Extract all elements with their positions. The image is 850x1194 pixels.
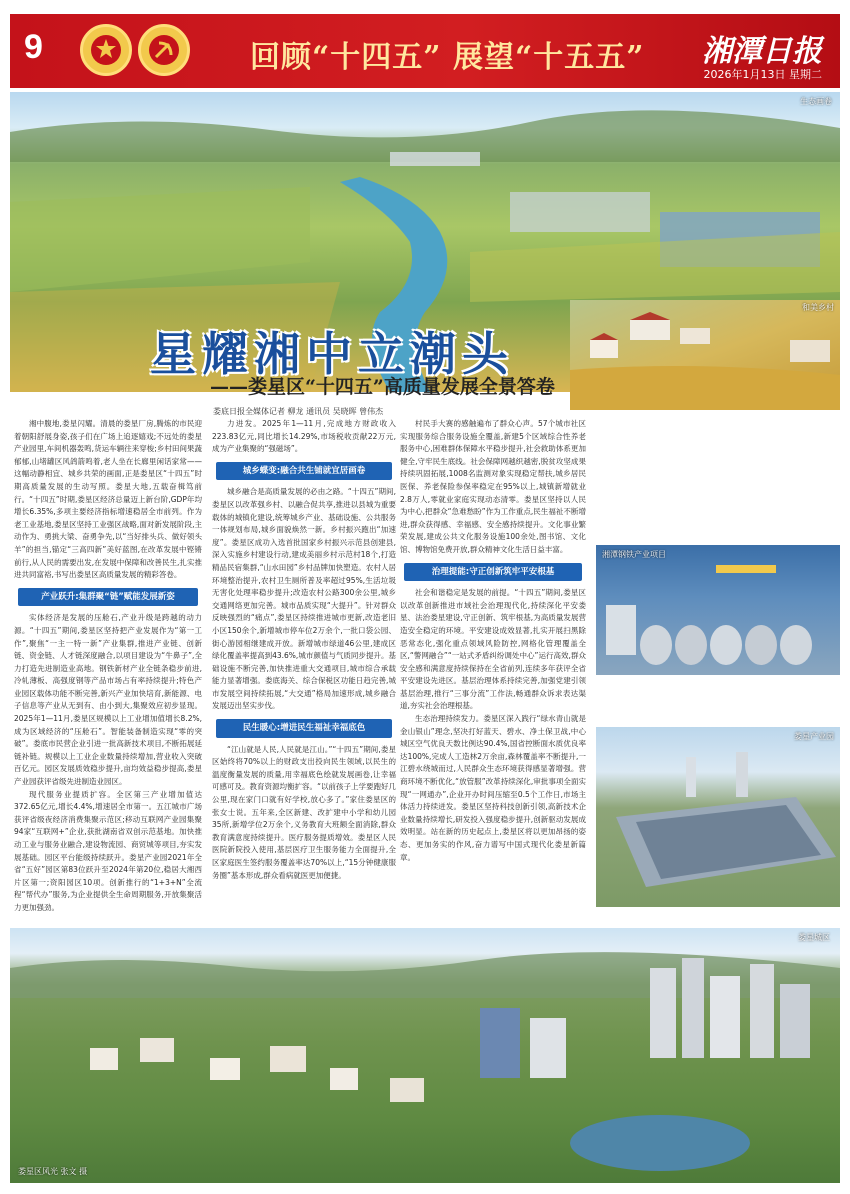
photo-credit: 娄星区风光 张文 摄 [18, 1167, 88, 1176]
caption-industry: 娄星产业园 [794, 732, 834, 741]
caption-city: 娄星城区 [798, 933, 830, 942]
byline: 娄底日报全媒体记者 柳龙 通讯员 吴晓晖 曾伟杰 [213, 407, 384, 416]
text-column-1 [14, 418, 202, 924]
paragraph: 社会和谐稳定是发展的前提。“十四五”期间,娄星区以改革创新推进市域社会治理现代化,持续深化平安娄星、法治娄星建设,守正创新、筑牢根基,为高质量发展营造安全稳定的环境。平安建设成效显著,扎实开展扫黑除恶常态化,强化重点领域风险防控,网格化管理覆盖全区,“警网融合”“一站式矛盾纠纷调处中心”运行高效,群众安全感和满意度持续保持在全省前列,连续多年获评全省平安建设先进区。基层治理体系持续完善,加强党建引领基层治理,推行“三事分流”工作法,畅通群众诉求表达渠道,夯实社会治理根基。 [400, 588, 586, 711]
paragraph: 城乡融合是高质量发展的必由之路。“十四五”期间,娄星区以改革强乡村、以融合促共享,推进以县城为重要载体的城镇化建设,统筹城乡产业、基础设施、公共服务一体规划布局,城乡面貌焕然一新。乡村振兴跑出“加速度”。娄星区成功入选首批国家乡村振兴示范县创建县,深入实施乡村建设行动,建成美丽乡村示范村18个,打造精品民宿集群,“山水田园”乡村品牌加快塑造。农村人居环境整治提升,农村卫生厕所普及率超过95%,生活垃圾无害化处理率稳步提升;改造农村公路300余公里,城乡交通网络更加完善。城市品质实现“大提升”。针对群众反映强烈的“痛点”,娄星区持续推进城市更新,改造老旧小区150余个,新增城市停车位2万余个,一批口袋公园、街心游园相继建成开放。新增城市绿道46公里,建成区绿化覆盖率提高到43.6%,城市颜值与气质同步提升。基础设施不断完善,加快推进重大交通项目,城市综合承载能力显著增强。娄底海关、综合保税区功能日趋完善,城市发展空间持续拓展,“大交通”格局加速形成,城乡融合发展迈出坚实步伐。 [212, 487, 396, 711]
caption-top-right: 生态画卷 [800, 97, 832, 106]
article-subtitle: ——娄星区“十四五”高质量发展全景答卷 [210, 376, 555, 398]
village-photo [570, 300, 840, 410]
party-emblem-icon [138, 24, 190, 76]
article-title: 星耀湘中立潮头 [150, 327, 514, 381]
paragraph: 力进发。2025年1—11月,完成地方财政收入223.83亿元,同比增长14.29%,市场税收贡献22万元,成为产业集聚的“强磁场”。 [212, 419, 396, 454]
section-heading: 治理提能:守正创新筑牢平安根基 [404, 563, 582, 582]
caption-factory: 湘潭钢铁产业项目 [602, 550, 666, 559]
city-photo [10, 928, 840, 1183]
industrial-park-photo [596, 727, 840, 907]
paragraph: 生态治理持续发力。娄星区深入践行“绿水青山就是金山银山”理念,坚决打好蓝天、碧水、净土保卫战,中心城区空气优良天数比例达90.4%,国省控断面水质优良率达100%,完成人工造林2万余亩,森林覆盖率不断提升,一江碧水绕城而过,人民群众生态环境获得感显著增强。营商环境不断优化,“放管服”改革持续深化,审批事项全面实现“一网通办”,企业开办时间压缩至0.5个工作日,市场主体活力持续迸发。娄星区坚持科技创新引领,高新技术企业数量持续增长,研发投入强度稳步提升,创新驱动发展成效明显。站在新的历史起点上,娄星区将以更加昂扬的姿态、更加务实的作风,奋力谱写中国式现代化娄星新篇章。 [400, 714, 586, 862]
paragraph: 现代服务业提质扩容。全区第三产业增加值达372.65亿元,增长4.4%,增速居全市第一。五江城市广场获评省级夜经济消费集聚示范区;移动互联网产业园集聚94家“互联网+”企业,获批湖南省双创示范基地。加快推动工业与服务业融合,建设物流园、商贸城等项目,夯实发展基础。园区平台能级持续跃升。娄星产业园2021年全省“五好”园区第83位跃升至2024年第20位,稳居大湘西片区第一;资阳园区10项。创新推行的“1+3+N”全流程“帮代办”服务,为企业提供全生命周期服务,开放集聚活力更加强劲。 [14, 789, 202, 912]
section-heading: 产业跃升:集群聚“链”赋能发展新姿 [18, 588, 198, 607]
paragraph: 湘中腹地,娄星闪耀。清晨的娄星厂房,腾炼的市民迎着朝阳舒展身姿,孩子们在广场上追逐嬉戏;不远处的娄星产业园里,车间机器轰鸣,货运车辆往来穿梭;乡村田间果蔬郁郁,山堵罐区风鸽箭鸣着,老人坐在长廊里闲话家常——这幅动静相宜、城乡共荣的画面,正是娄星区“十四五”时期高质量发展的生动写照。娄星大地,五载奋楫笃前行。“十四五”时期,娄星区经济总量迈上新台阶,GDP年均增长6.35%,多项主要经济指标增速稳居全市前列。作为老工业基地,娄星区坚持工业强区战略,面对新发展阶段,主动作为、勇挑大梁、奋勇争先,以“当好排头兵、做好领头羊”的担当,锚定“三高四新”美好蓝图,在改革发展中铿锵前行,从人民的需要出发,在发展中保障和改善民生,扎实推进共同富裕,书写出娄星区高质量发展的精彩答卷。 [14, 419, 202, 580]
national-emblem-icon [80, 24, 132, 76]
factory-photo [596, 545, 840, 675]
newspaper-name: 湘潭日报 [702, 34, 822, 69]
paragraph: “江山就是人民,人民就是江山。”“十四五”期间,娄星区始终将70%以上的财政支出投向民生领域,以民生的温度衡量发展的质量,用幸福底色绘就发展画卷,让幸福可感可及。教育资源均衡扩容。“以前孩子上学要跑好几公里,现在家门口就有好学校,放心多了。”家住娄星区的张女士说。五年来,全区新建、改扩建中小学和幼儿园35所,新增学位2万余个,义务教育大班额全面消除,群众教育满意度持续提升。医疗服务提质增效。娄星区人民医院新院投入使用,基层医疗卫生服务能力全面提升,全区家庭医生签约服务覆盖率达70%以上,“15分钟健康服务圈”基本形成,群众看病就医更加便捷。 [212, 744, 396, 880]
page-number: 9 [24, 28, 43, 66]
masthead [10, 14, 840, 88]
paragraph: 村民手大赛的感触遍布了群众心声。57个城市社区实现服务综合服务设施全覆盖,新建5个区域综合性养老服务中心,困难群体保障水平稳步提升,社会救助体系更加健全,守牢民生底线。社会保障网越织越密,脱贫攻坚成果持续巩固拓展,1008名监测对象实现稳定帮扶,城乡居民医保、养老保险参保率稳定在95%以上,城镇新增就业2.8万人,零就业家庭实现动态清零。娄星区坚持以人民为中心,把群众“急难愁盼”作为工作重点,民生福祉不断增进,群众获得感、幸福感、安全感持续提升。文化事业繁荣发展,建成公共文化服务设施100余处,图书馆、文化馆、博物馆免费开放,群众精神文化生活日益丰富。 [400, 419, 586, 554]
section-heading: 城乡蝶变:融合共生铺就宜居画卷 [216, 462, 392, 481]
paragraph: 实体经济是发展的压舱石,产业升级是跨越的动力源。“十四五”期间,娄星区坚持把产业发展作为“第一工作”,聚焦“一主一特一新”产业集群,推进产业链、创新链、资金链、人才链深度融合,以项目建设为“牛鼻子”,全力打造先进制造业高地。钢铁新材产业全链条稳步前进,冷轧薄板、高强度钢等产品市场占有率持续提升;特色产业园区载体功能不断完善,新兴产业加快培育,新能源、电子信息等产业从无到有、由小到大,集聚效应初步显现。2025年1—11月,娄星区规模以上工业增加值增长8.2%,成为区域经济的“压舱石”。智能装备制造实现“零的突破”。娄底市民营企业引进一批高新技术项目,不断拓展延链补链。规模以上工业企业数量持续增加,营业收入突破百亿元。园区发展质效稳步提升,亩均效益稳步提高,娄星产业园获评省级先进制造业园区。 [14, 613, 202, 787]
text-column-2 [212, 418, 396, 924]
section-heading: 民生暖心:增进民生福祉幸福底色 [216, 719, 392, 738]
caption-village: 和美乡村 [802, 303, 834, 312]
page-headline: 回顾“十四五” 展望“十五五” [250, 40, 645, 75]
issue-date: 2026年1月13日 星期二 [703, 68, 822, 81]
text-column-3 [400, 418, 586, 924]
